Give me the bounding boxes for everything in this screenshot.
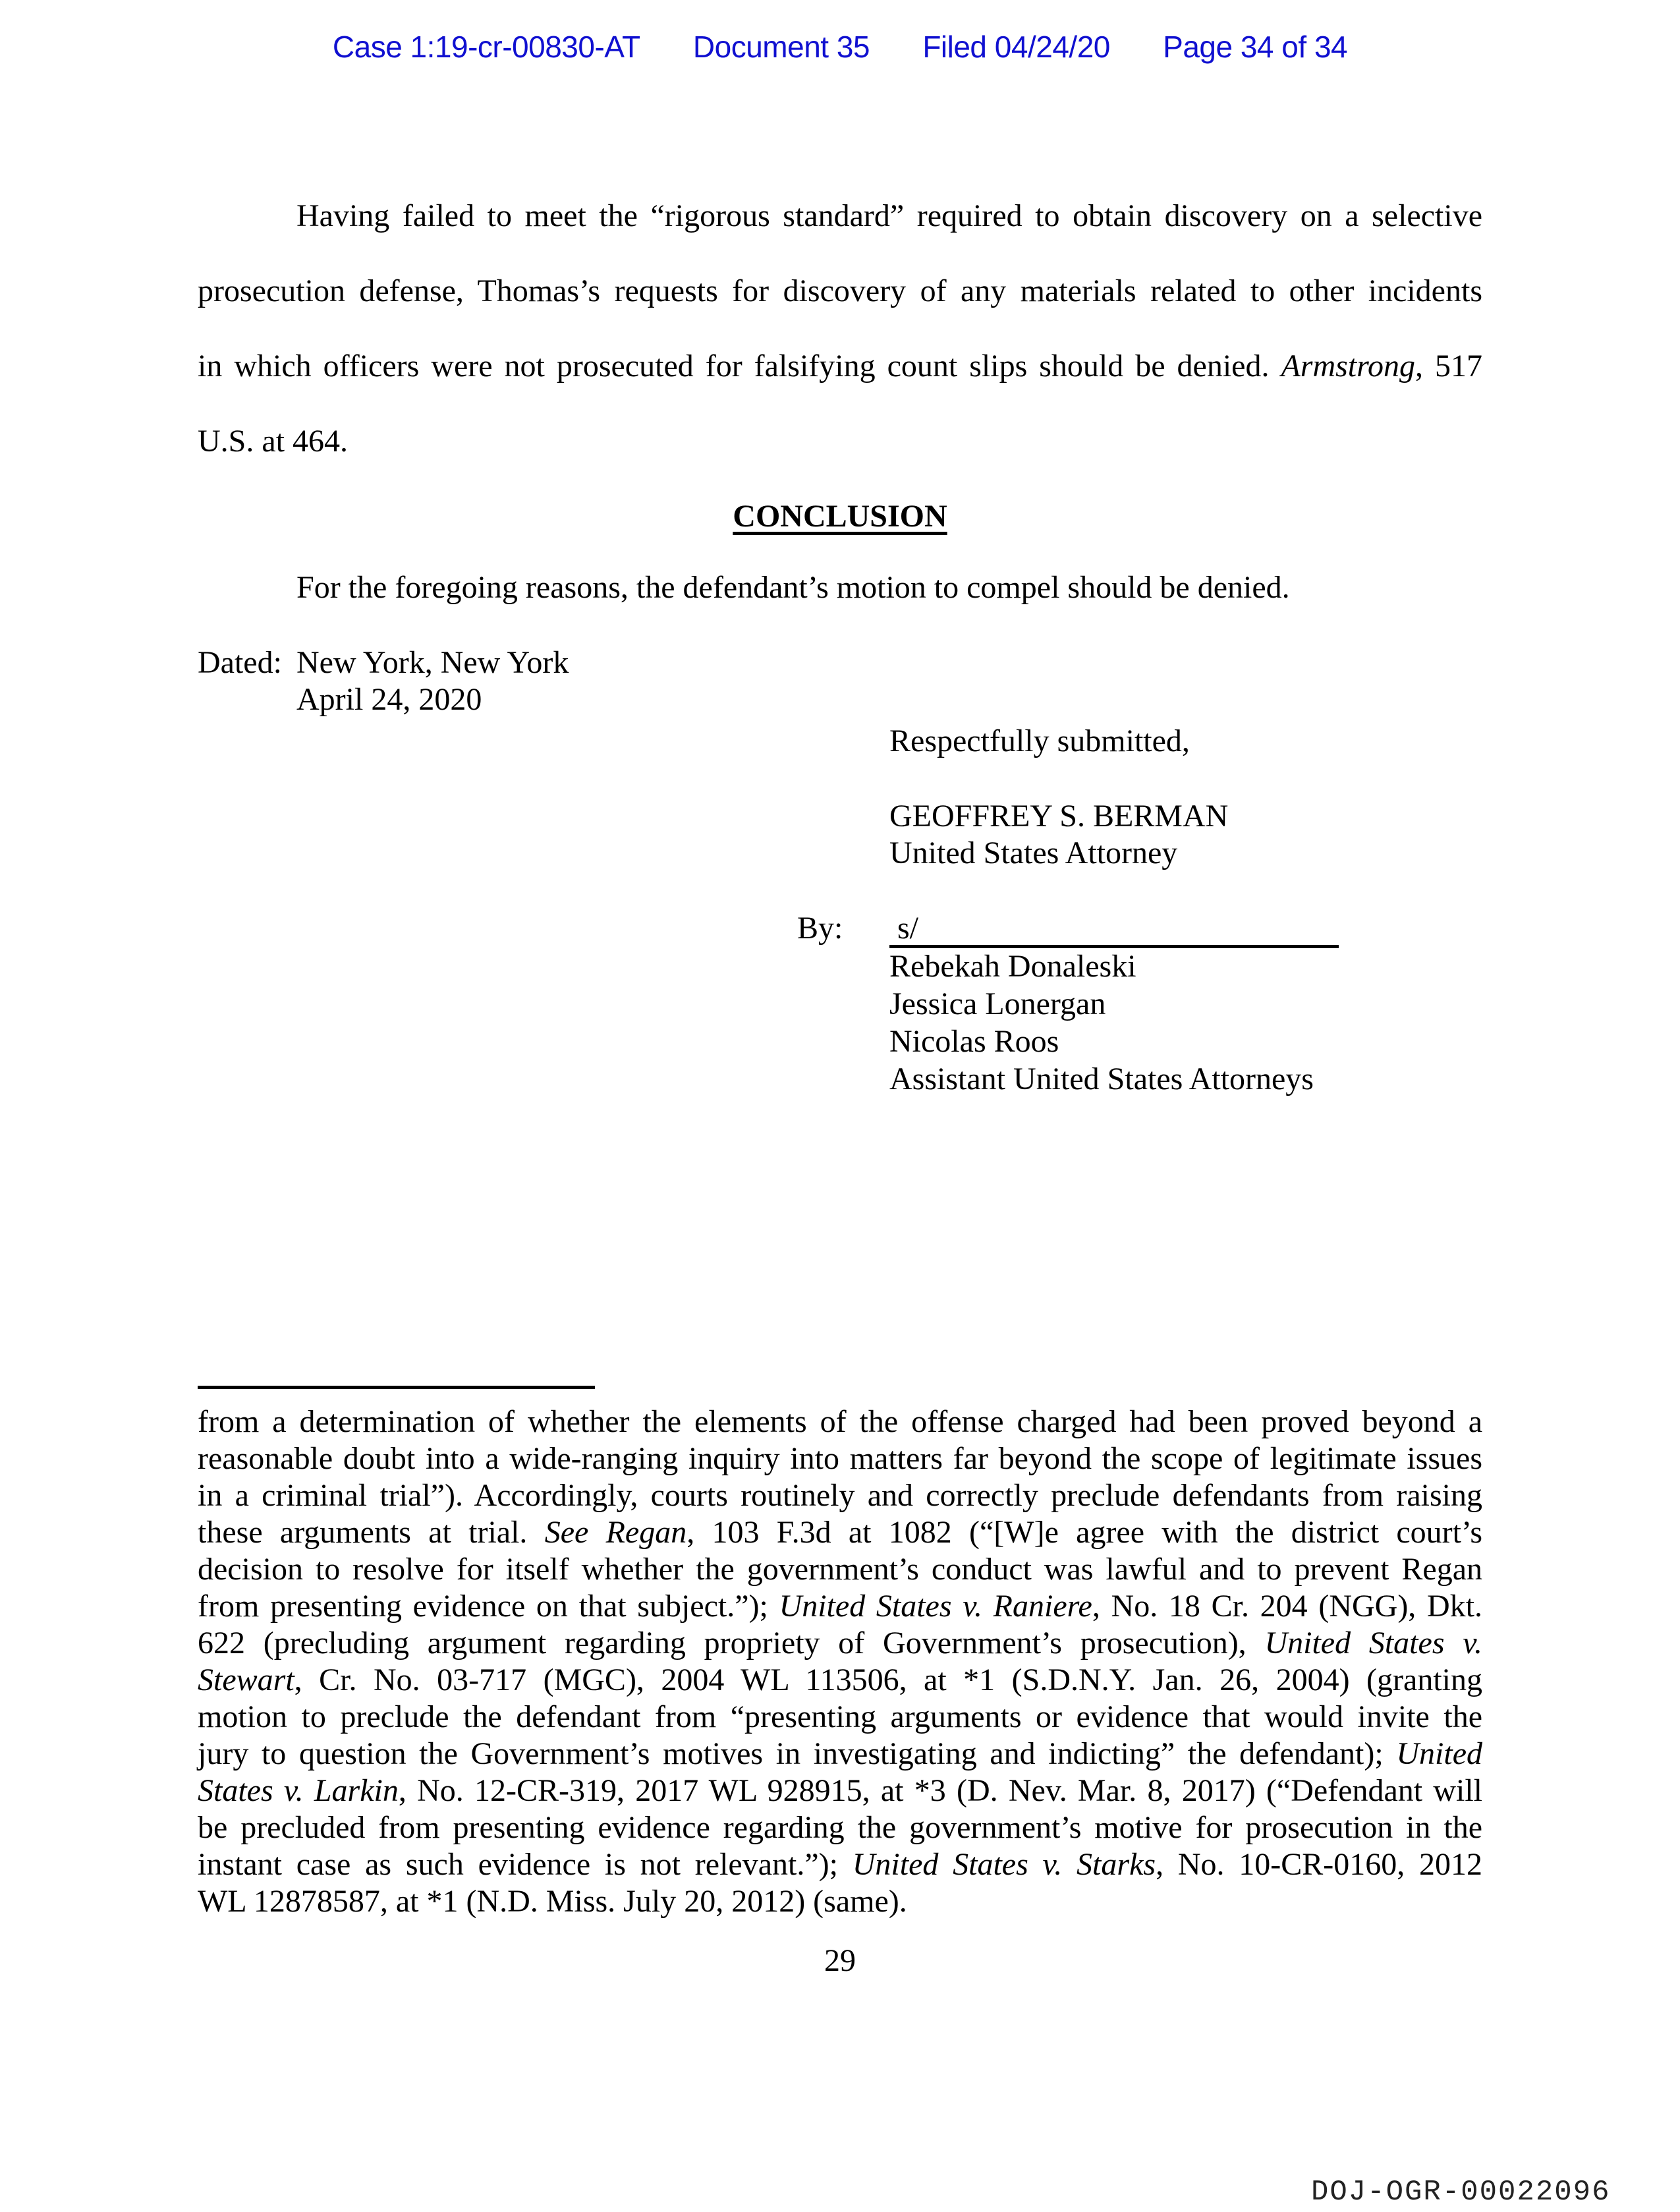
text: , 517: [1415, 349, 1482, 383]
case-citation: See Regan: [544, 1515, 687, 1550]
signers-title: Assistant United States Attorneys: [889, 1062, 1314, 1096]
footnote-line: motion to preclude the defendant from “presenting arguments or evidence that would invite the: [198, 1699, 1482, 1734]
footnote-line: [198, 1736, 1482, 1772]
dated-date: April 24, 2020: [296, 682, 482, 717]
section-heading: [0, 497, 1680, 536]
footnote-line: [198, 1772, 1482, 1809]
footnote-line: [198, 1662, 1482, 1699]
text: from presenting evidence on that subject.”);: [198, 1589, 779, 1624]
dated-label: Dated:: [198, 645, 282, 680]
footnote-line: [198, 1846, 1482, 1883]
footnote-line: be precluded from presenting evidence regarding the government’s motive for prosecution in the: [198, 1810, 1482, 1845]
page-count: Page 34 of 34: [1163, 30, 1348, 64]
body-paragraph-line: U.S. at 464.: [198, 424, 348, 459]
footnote-line: [198, 1588, 1482, 1625]
footnote-line: WL 12878587, at *1 (N.D. Miss. July 20, 2012) (same).: [198, 1884, 907, 1919]
text: , 103 F.3d at 1082 (“[W]e agree with the district court’s: [686, 1515, 1483, 1550]
footnote-line: decision to resolve for itself whether the government’s conduct was lawful and to prevent Regan: [198, 1552, 1482, 1587]
footnote-line: in a criminal trial”). Accordingly, courts routinely and correctly preclude defendants from raising: [198, 1478, 1482, 1513]
case-citation: States v. Larkin: [198, 1773, 399, 1808]
case-citation: United: [1396, 1736, 1482, 1771]
attorney-title: United States Attorney: [889, 836, 1178, 870]
text: , Cr. No. 03-717 (MGC), 2004 WL 113506, at *1 (S.D.N.Y. Jan. 26, 2004) (granting: [294, 1662, 1482, 1697]
footnote-line: from a determination of whether the elements of the offense charged had been proved beyond a: [198, 1404, 1482, 1439]
case-citation: Armstrong: [1281, 349, 1416, 383]
case-citation: United States v.: [1264, 1626, 1482, 1660]
conclusion-text: For the foregoing reasons, the defendant’s motion to compel should be denied.: [296, 570, 1290, 605]
ecf-header: [0, 29, 1680, 65]
case-citation: United States v. Raniere: [779, 1589, 1092, 1624]
text: , No. 18 Cr. 204 (NGG), Dkt.: [1092, 1589, 1482, 1624]
filed-date: Filed 04/24/20: [922, 30, 1110, 64]
signer-name: Jessica Lonergan: [889, 986, 1106, 1021]
page-number: 29: [824, 1943, 856, 1978]
dated-place: New York, New York: [296, 645, 569, 680]
text: these arguments at trial.: [198, 1515, 545, 1550]
footnote-line: [198, 1625, 1482, 1662]
text: jury to question the Government’s motives in investigating and indicting” the defendant);: [198, 1736, 1397, 1771]
case-number: Case 1:19-cr-00830-AT: [332, 30, 640, 64]
case-citation: Stewart: [198, 1662, 294, 1697]
body-paragraph-line: [198, 347, 1482, 386]
case-citation: United States v. Starks: [852, 1847, 1156, 1882]
footnote-line: [198, 1514, 1482, 1551]
signature-mark: s/: [897, 911, 919, 946]
footnote-divider: [198, 1386, 595, 1389]
text: instant case as such evidence is not relevant.”);: [198, 1847, 853, 1882]
body-paragraph-line: Having failed to meet the “rigorous standard” required to obtain discovery on a selective: [296, 198, 1482, 233]
attorney-name: GEOFFREY S. BERMAN: [889, 799, 1229, 834]
text: , No. 12-CR-319, 2017 WL 928915, at *3 (D. Nev. Mar. 8, 2017) (“Defendant will: [398, 1773, 1482, 1808]
bates-number: DOJ-OGR-00022096: [1311, 2176, 1611, 2209]
signer-name: Nicolas Roos: [889, 1024, 1059, 1059]
by-label: By:: [797, 911, 843, 946]
text: 622 (precluding argument regarding propriety of Government’s prosecution),: [198, 1626, 1265, 1660]
body-paragraph-line: prosecution defense, Thomas’s requests for discovery of any materials related to other incidents: [198, 273, 1482, 308]
footnote-line: reasonable doubt into a wide-ranging inquiry into matters far beyond the scope of legitimate issues: [198, 1441, 1482, 1476]
signer-name: Rebekah Donaleski: [889, 949, 1136, 984]
text: in which officers were not prosecuted for falsifying count slips should be denied.: [198, 349, 1281, 383]
document-number: Document 35: [692, 30, 870, 64]
heading-text: CONCLUSION: [733, 499, 947, 534]
text: , No. 10-CR-0160, 2012: [1156, 1847, 1483, 1882]
closing: Respectfully submitted,: [889, 723, 1190, 758]
